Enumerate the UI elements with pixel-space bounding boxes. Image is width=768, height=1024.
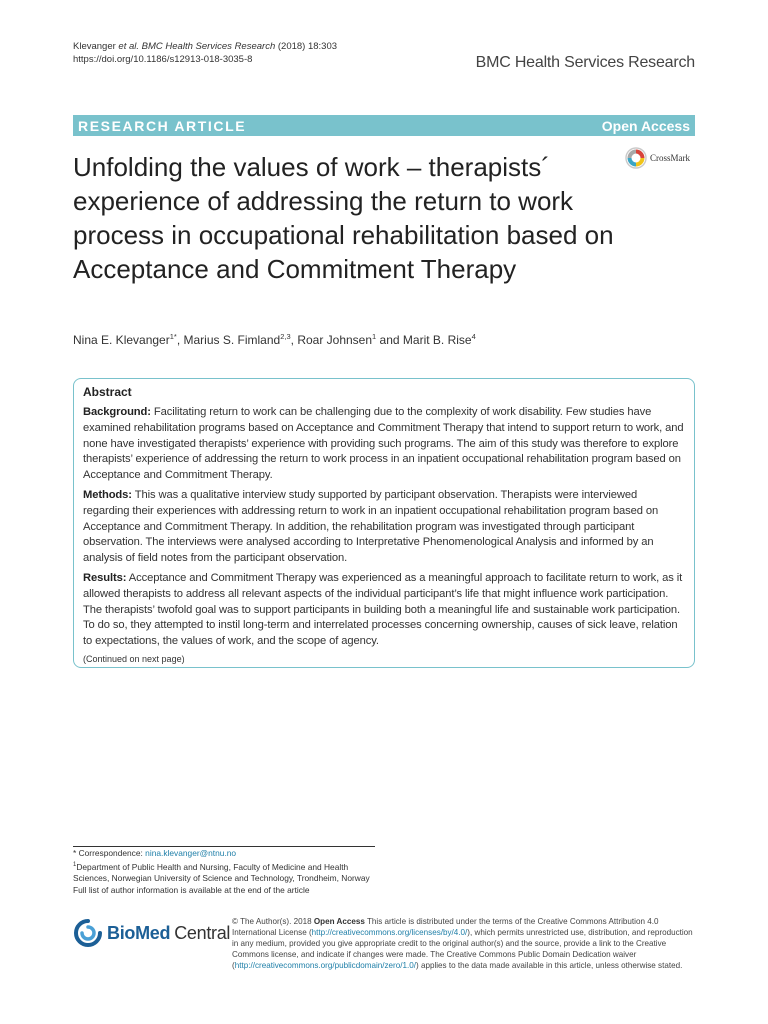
author-separator: and — [376, 333, 403, 347]
crossmark-button[interactable] — [625, 147, 690, 169]
abstract-results — [83, 571, 685, 650]
author-name: Roar Johnsen — [297, 333, 373, 347]
abstract-methods — [83, 488, 685, 567]
license-text-2: ), which permits unrestricted use, distribution, and reproduction in any medium, provided you give appropriate credit to the original author(s) and the source, provide a link to the Creative Commons license, and indicate if changes were made. The Creative Commons Public Domain Dedication waiver ( — [232, 928, 693, 970]
affiliation-text: Department of Public Health and Nursing, Faculty of Medicine and Health Sciences, Norwegian University of Science and Technology, Trondheim, Norway — [73, 861, 370, 883]
logo-central-text: Central — [174, 922, 231, 943]
license-text-3: ) applies to the data made available in this article, unless otherwise stated. — [416, 961, 683, 970]
results-label: Results: — [83, 571, 127, 584]
journal-name: BMC Health Services Research — [475, 54, 695, 71]
open-access-bold: Open Access — [313, 917, 365, 926]
author-affiliation[interactable]: 2,3 — [280, 332, 291, 341]
article-type-bar — [73, 115, 695, 136]
correspondence-email-link[interactable]: nina.klevanger@ntnu.no — [145, 848, 237, 858]
author-affiliation[interactable]: 1 — [372, 332, 377, 341]
affiliation-note — [73, 860, 378, 885]
footnotes — [73, 848, 378, 896]
abstract-background — [83, 405, 685, 484]
biomed-central-logo[interactable] — [73, 918, 230, 948]
open-access-label: Open Access — [601, 117, 690, 134]
copyright-text: © The Author(s). 2018 — [232, 917, 314, 926]
results-text: Acceptance and Commitment Therapy was experienced as a meaningful approach to facilitate return to work, as it allowed therapists to address all relevant aspects of the individual participant’s life that might influence work participation. The therapists’ twofold goal was to support participants in building both a meaningful life and sustainable work participation. To do so, they attempted to instil long-term and interrelated processes concerning ownership, causes of sick leave, relation to expectations, the values of work, and the scope of agency. — [83, 571, 683, 648]
cc-by-license-link[interactable]: http://creativecommons.org/licenses/by/4.0/ — [311, 928, 468, 937]
correspondence-line — [73, 848, 378, 860]
biomed-central-logo-icon — [73, 918, 103, 948]
abstract-heading: Abstract — [83, 385, 132, 399]
article-type-label: RESEARCH ARTICLE — [78, 117, 247, 134]
author-affiliation[interactable]: 4 — [471, 332, 476, 341]
author-affiliation[interactable]: 1* — [169, 332, 177, 341]
doi-link[interactable]: https://doi.org/10.1186/s12913-018-3035-8 — [73, 54, 253, 65]
continued-note: (Continued on next page) — [83, 653, 185, 664]
citation-line — [73, 40, 337, 53]
cc-zero-waiver-link[interactable]: http://creativecommons.org/publicdomain/zero/1.0/ — [234, 961, 417, 970]
citation-header — [73, 40, 337, 66]
correspondence-label: * Correspondence: — [73, 848, 146, 858]
abstract-box — [73, 378, 695, 668]
author-name: Marius S. Fimland — [183, 333, 281, 347]
author-name: Marit B. Rise — [402, 333, 472, 347]
author-name: Nina E. Klevanger — [73, 333, 170, 347]
license-statement — [232, 916, 697, 971]
logo-biomed-text: BioMed — [107, 922, 171, 943]
methods-label: Methods: — [83, 488, 132, 501]
article-title: Unfolding the values of work – therapists´ experience of addressing the return to work process in occupational rehabilitation based on Acceptance and Commitment Therapy — [73, 152, 614, 284]
citation-authors: Klevanger — [73, 41, 119, 52]
methods-text: This was a qualitative interview study supported by participant observation. Therapists were interviewed regarding their experiences with addressing return to work in an inpatient occupational rehabilitation program based on Acceptance and Commitment Therapy. In addition, the rehabilitation program was investigated through participant observation. The interviews were analysed according to Interpretative Phenomenological Analysis and informed by an analysis of field notes from the participant observation. — [83, 488, 659, 565]
author-list — [73, 332, 476, 347]
license-text-1: This article is distributed under the terms of the Creative Commons Attribution 4.0 International License ( — [232, 917, 659, 937]
background-text: Facilitating return to work can be challenging due to the complexity of work disability. Few studies have examined rehabilitation programs based on Acceptance and Commitment Therapy that intend to support return to work, and none have investigated therapists’ experience with providing such programs. The aim of this study was therefore to explore therapists’ experience of addressing the return to work process in an inpatient occupational rehabilitation program based on Acceptance and Commitment Therapy. — [83, 406, 684, 482]
crossmark-label: CrossMark — [650, 153, 690, 163]
full-author-info-note: Full list of author information is available at the end of the article — [73, 884, 310, 895]
author-separator: , — [176, 333, 184, 347]
citation-year-volume: (2018) 18:303 — [275, 41, 338, 52]
citation-journal: et al. BMC Health Services Research — [118, 41, 276, 52]
affiliation-number: 1 — [73, 861, 77, 868]
author-separator: , — [290, 333, 298, 347]
background-label: Background: — [83, 406, 151, 418]
footnote-divider — [73, 846, 375, 847]
